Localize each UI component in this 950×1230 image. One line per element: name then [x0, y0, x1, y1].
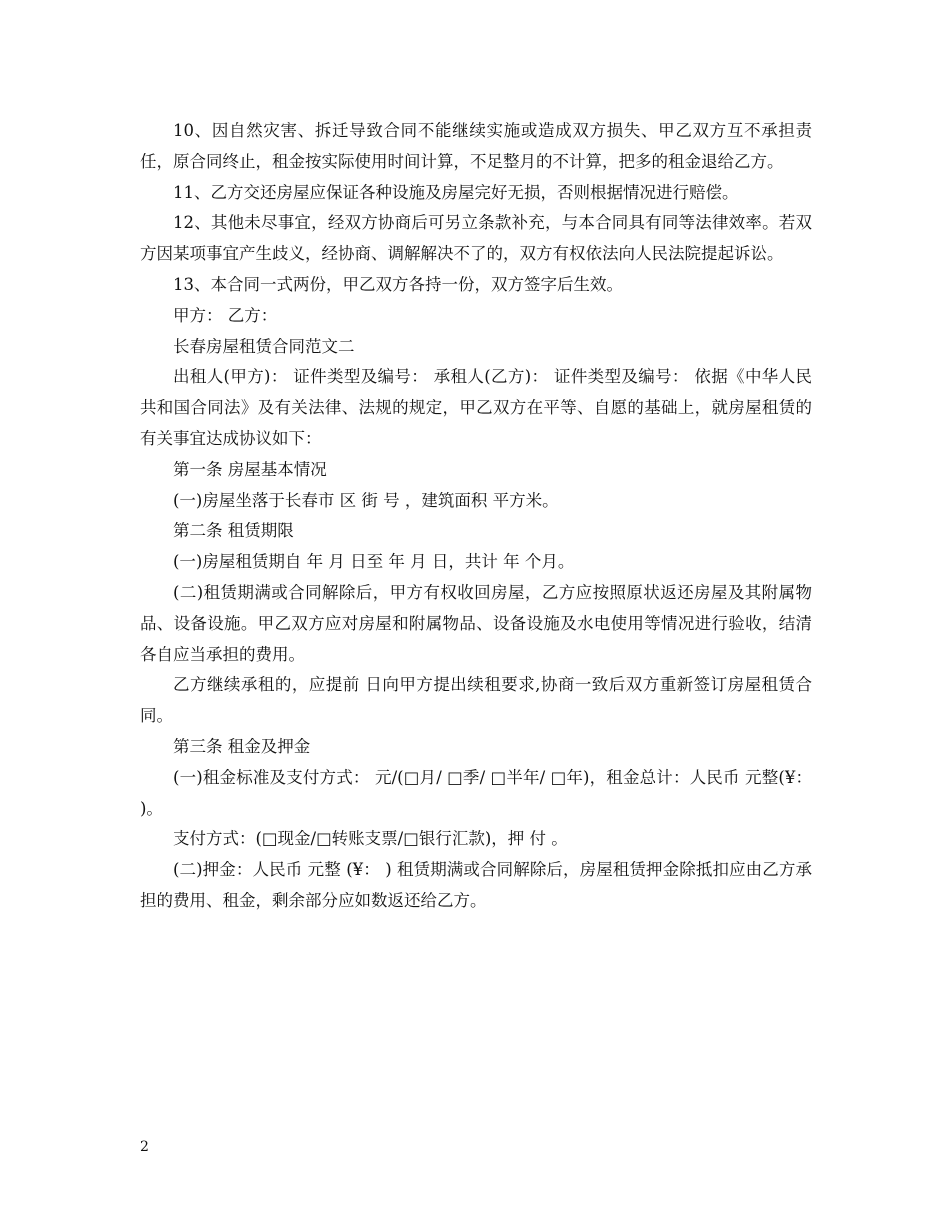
paragraph-deposit: (二)押金：人民币 元整 (¥： ) 租赁期满或合同解除后，房屋租赁押金除抵扣应由乙方承担的费用、租金，剩余部分应如数返还给乙方。	[140, 860, 812, 910]
paragraph-renewal: 乙方继续承租的，应提前 日向甲方提出续租要求,协商一致后双方重新签订房屋租赁合同。	[140, 675, 812, 726]
paragraph-return: (二)租赁期满或合同解除后，甲方有权收回房屋，乙方应按照原状返还房屋及其附属物品、设备设施。甲乙双方应对房屋和附属物品、设备设施及水电使用等情况进行验收，结清各自应当承担的费用。	[140, 582, 812, 664]
document-body	[140, 116, 812, 917]
signature-line: 甲方： 乙方：	[173, 305, 278, 325]
article-heading-2: 第二条 租赁期限	[173, 521, 294, 541]
paragraph-payment-method: 支付方式：(□现金/□转账支票/□银行汇款)，押 付 。	[173, 829, 568, 849]
paragraph-parties: 出租人(甲方)： 证件类型及编号： 承租人(乙方)： 证件类型及编号： 依据《中华人民共和国合同法》及有关法律、法规的规定，甲乙双方在平等、自愿的基础上，就房屋租赁的有关事宜达成协议如下：	[140, 367, 812, 448]
paragraph-clause-11: 11、乙方交还房屋应保证各种设施及房屋完好无损，否则根据情况进行赔偿。	[173, 182, 739, 202]
paragraph-term: (一)房屋租赁期自 年 月 日至 年 月 日，共计 年 个月。	[173, 552, 575, 572]
page-number: 2	[140, 1139, 149, 1155]
paragraph-clause-13: 13、本合同一式两份，甲乙双方各持一份，双方签字后生效。	[173, 274, 623, 294]
paragraph-clause-10: 10、因自然灾害、拆迁导致合同不能继续实施或造成双方损失、甲乙双方互不承担责任，原合同终止，租金按实际使用时间计算，不足整月的不计算，把多的租金退给乙方。	[140, 121, 812, 171]
section-title: 长春房屋租赁合同范文二	[173, 336, 355, 356]
paragraph-clause-12: 12、其他未尽事宜，经双方协商后可另立条款补充，与本合同具有同等法律效率。若双方因某项事宜产生歧义，经协商、调解解决不了的，双方有权依法向人民法院提起诉讼。	[140, 213, 812, 264]
paragraph-location: (一)房屋坐落于长春市 区 街 号 ，建筑面积 平方米。	[173, 490, 559, 510]
article-heading-1: 第一条 房屋基本情况	[173, 459, 327, 479]
article-heading-3: 第三条 租金及押金	[173, 736, 311, 756]
paragraph-rent: (一)租金标准及支付方式： 元/(□月/ □季/ □半年/ □年)，租金总计：人民币 元整(¥： )。	[140, 767, 812, 818]
